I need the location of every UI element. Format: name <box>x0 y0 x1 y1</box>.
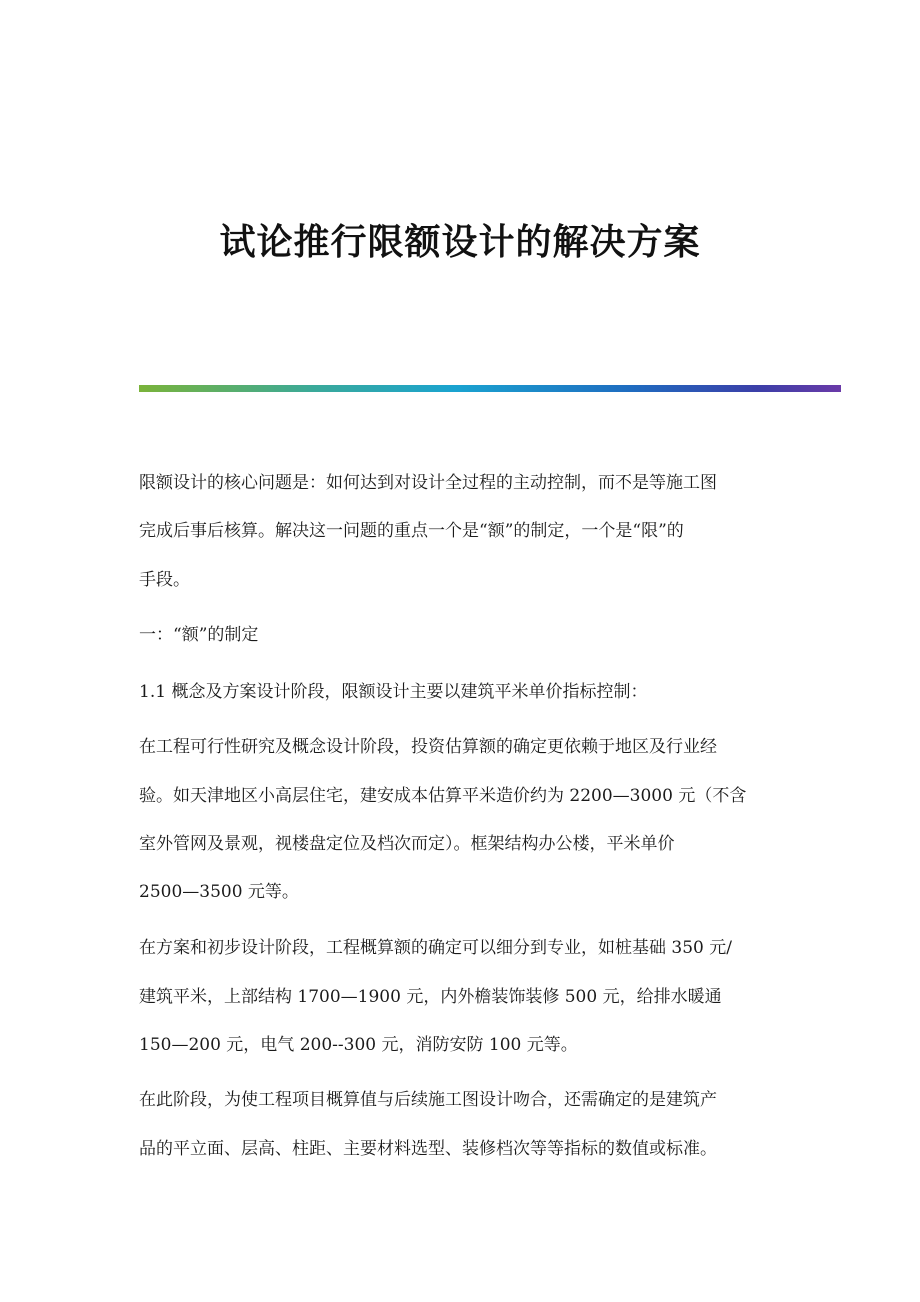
body-line: 在方案和初步设计阶段，工程概算额的确定可以细分到专业，如桩基础 350 元/ <box>139 938 732 958</box>
body-line: 在此阶段，为使工程项目概算值与后续施工图设计吻合，还需确定的是建筑产 <box>139 1090 717 1110</box>
body-line: 150—200 元，电气 200--300 元，消防安防 100 元等。 <box>139 1035 578 1055</box>
body-line: 在工程可行性研究及概念设计阶段，投资估算额的确定更依赖于地区及行业经 <box>139 737 717 757</box>
body-line: 2500—3500 元等。 <box>139 882 299 902</box>
body-line: 完成后事后核算。解决这一问题的重点一个是“额”的制定，一个是“限”的 <box>139 521 684 541</box>
body-line: 建筑平米，上部结构 1700—1900 元，内外檐装饰装修 500 元，给排水暖通 <box>139 987 722 1007</box>
body-line: 室外管网及景观，视楼盘定位及档次而定）。框架结构办公楼，平米单价 <box>139 834 675 854</box>
section-heading: 一：“额”的制定 <box>139 625 259 645</box>
gradient-divider <box>139 385 841 392</box>
body-line: 品的平立面、层高、柱距、主要材料选型、装修档次等等指标的数值或标准。 <box>139 1139 717 1159</box>
body-line: 手段。 <box>139 570 190 590</box>
document-title: 试论推行限额设计的解决方案 <box>219 221 701 263</box>
body-line: 验。如天津地区小高层住宅，建安成本估算平米造价约为 2200—3000 元（不含 <box>139 786 747 806</box>
subsection-heading: 1.1 概念及方案设计阶段，限额设计主要以建筑平米单价指标控制： <box>139 682 648 702</box>
body-line: 限额设计的核心问题是：如何达到对设计全过程的主动控制，而不是等施工图 <box>139 473 717 493</box>
